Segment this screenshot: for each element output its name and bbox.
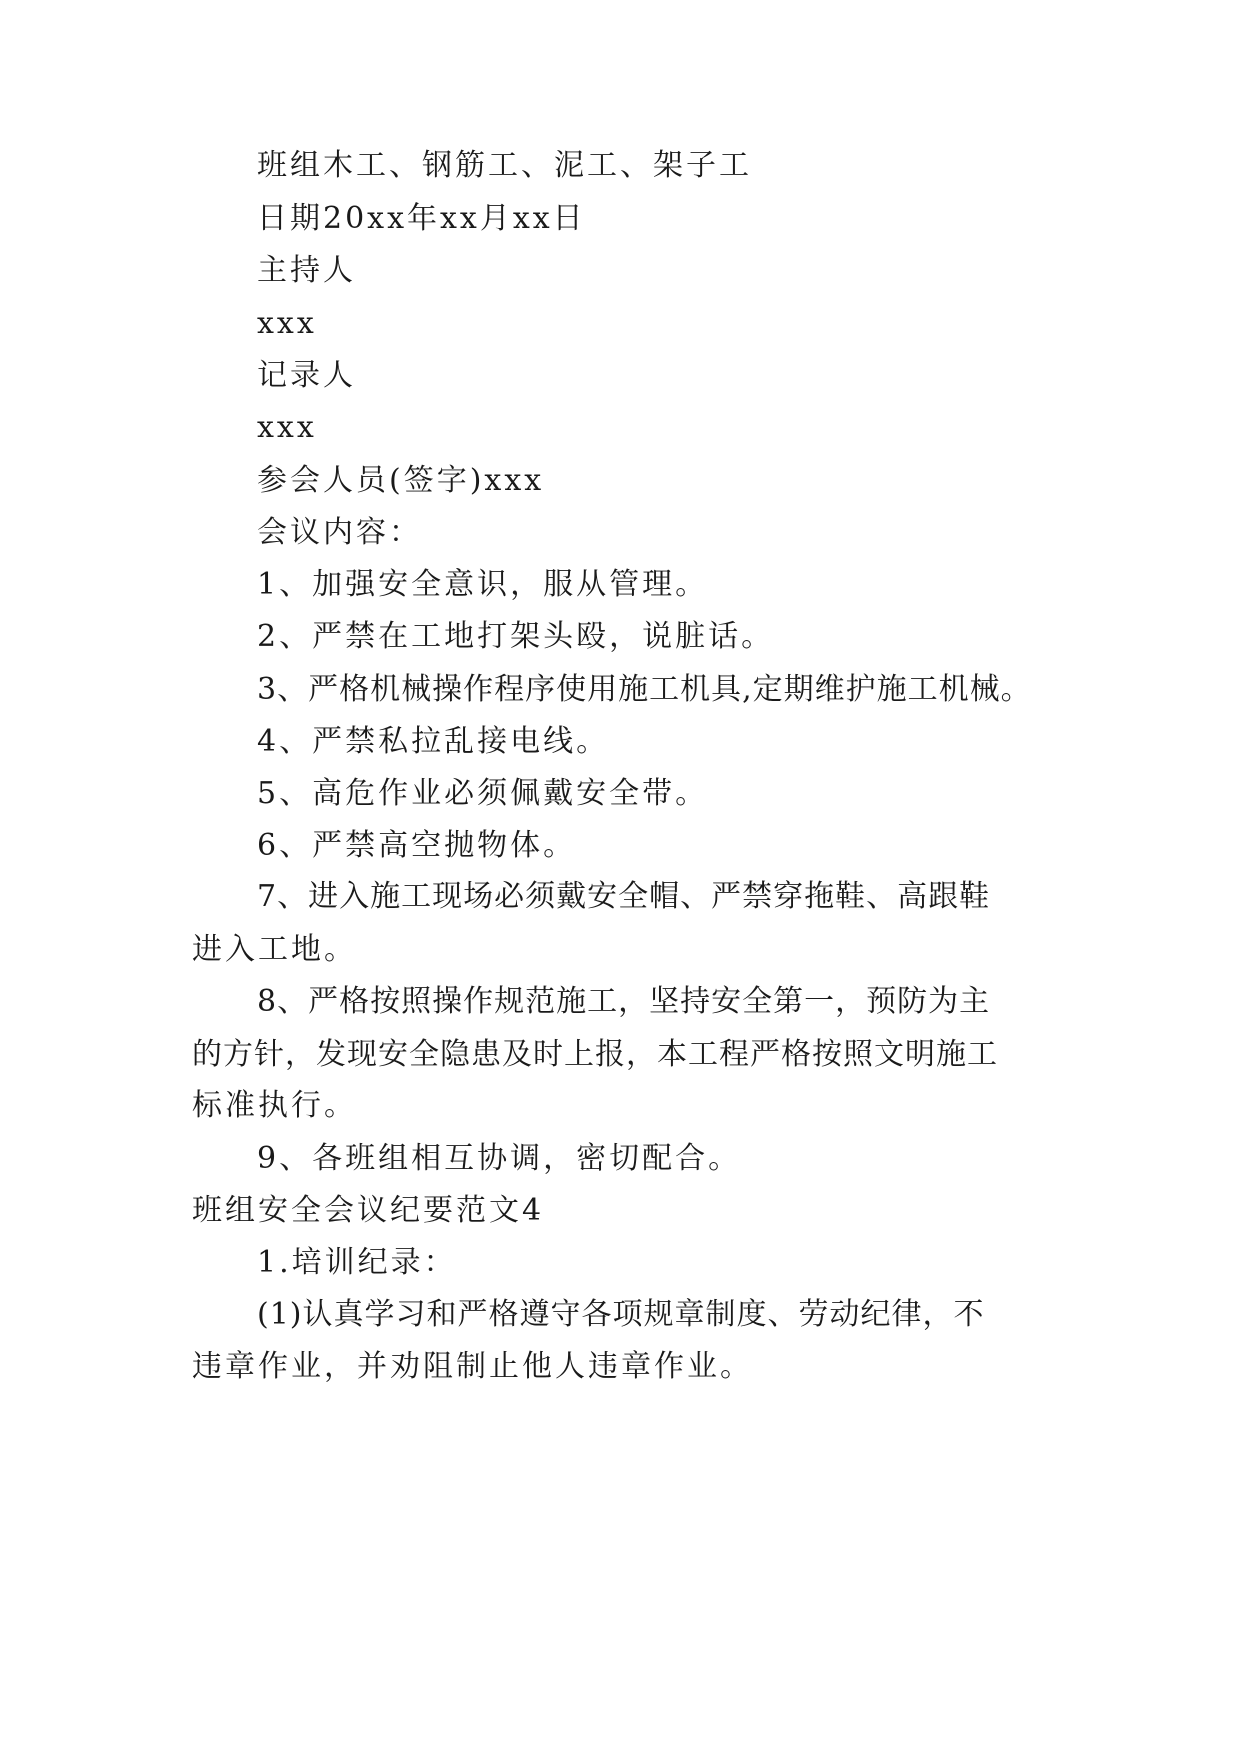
list-item: 3、严格机械操作程序使用施工机具,定期维护施工机械。 — [257, 672, 1032, 707]
text-line: 参会人员(签字)xxx — [257, 463, 545, 498]
list-item: 7、进入施工现场必须戴安全帽、严禁穿拖鞋、高跟鞋 — [257, 879, 991, 914]
list-item: 9、各班组相互协调，密切配合。 — [257, 1141, 742, 1176]
text-line: 班组木工、钢筋工、泥工、架子工 — [257, 148, 752, 183]
list-item: 2、严禁在工地打架头殴，说脏话。 — [257, 619, 775, 654]
list-item: 4、严禁私拉乱接电线。 — [257, 724, 610, 759]
list-item: 8、严格按照操作规范施工，坚持安全第一，预防为主 — [257, 984, 991, 1019]
section-heading: 会议内容： — [257, 515, 422, 550]
list-item: 5、高危作业必须佩戴安全带。 — [257, 776, 709, 811]
text-line: xxx — [257, 410, 317, 445]
text-line: 日期20xx年xx月xx日 — [257, 201, 586, 236]
subsection-heading: 1.培训纪录： — [257, 1245, 457, 1280]
text-line: 主持人 — [257, 253, 356, 288]
list-item-continuation: 标准执行。 — [192, 1088, 357, 1123]
paragraph-line: 违章作业，并劝阻制止他人违章作业。 — [192, 1349, 753, 1384]
text-line: xxx — [257, 306, 317, 341]
list-item: 6、严禁高空抛物体。 — [257, 828, 577, 863]
list-item: 1、加强安全意识，服从管理。 — [257, 567, 709, 602]
section-title: 班组安全会议纪要范文4 — [192, 1193, 545, 1228]
list-item-continuation: 的方针，发现安全隐患及时上报，本工程严格按照文明施工 — [192, 1037, 998, 1072]
text-line: 记录人 — [257, 358, 356, 393]
list-item-continuation: 进入工地。 — [192, 932, 357, 967]
paragraph-line: (1)认真学习和严格遵守各项规章制度、劳动纪律，不 — [257, 1297, 985, 1332]
